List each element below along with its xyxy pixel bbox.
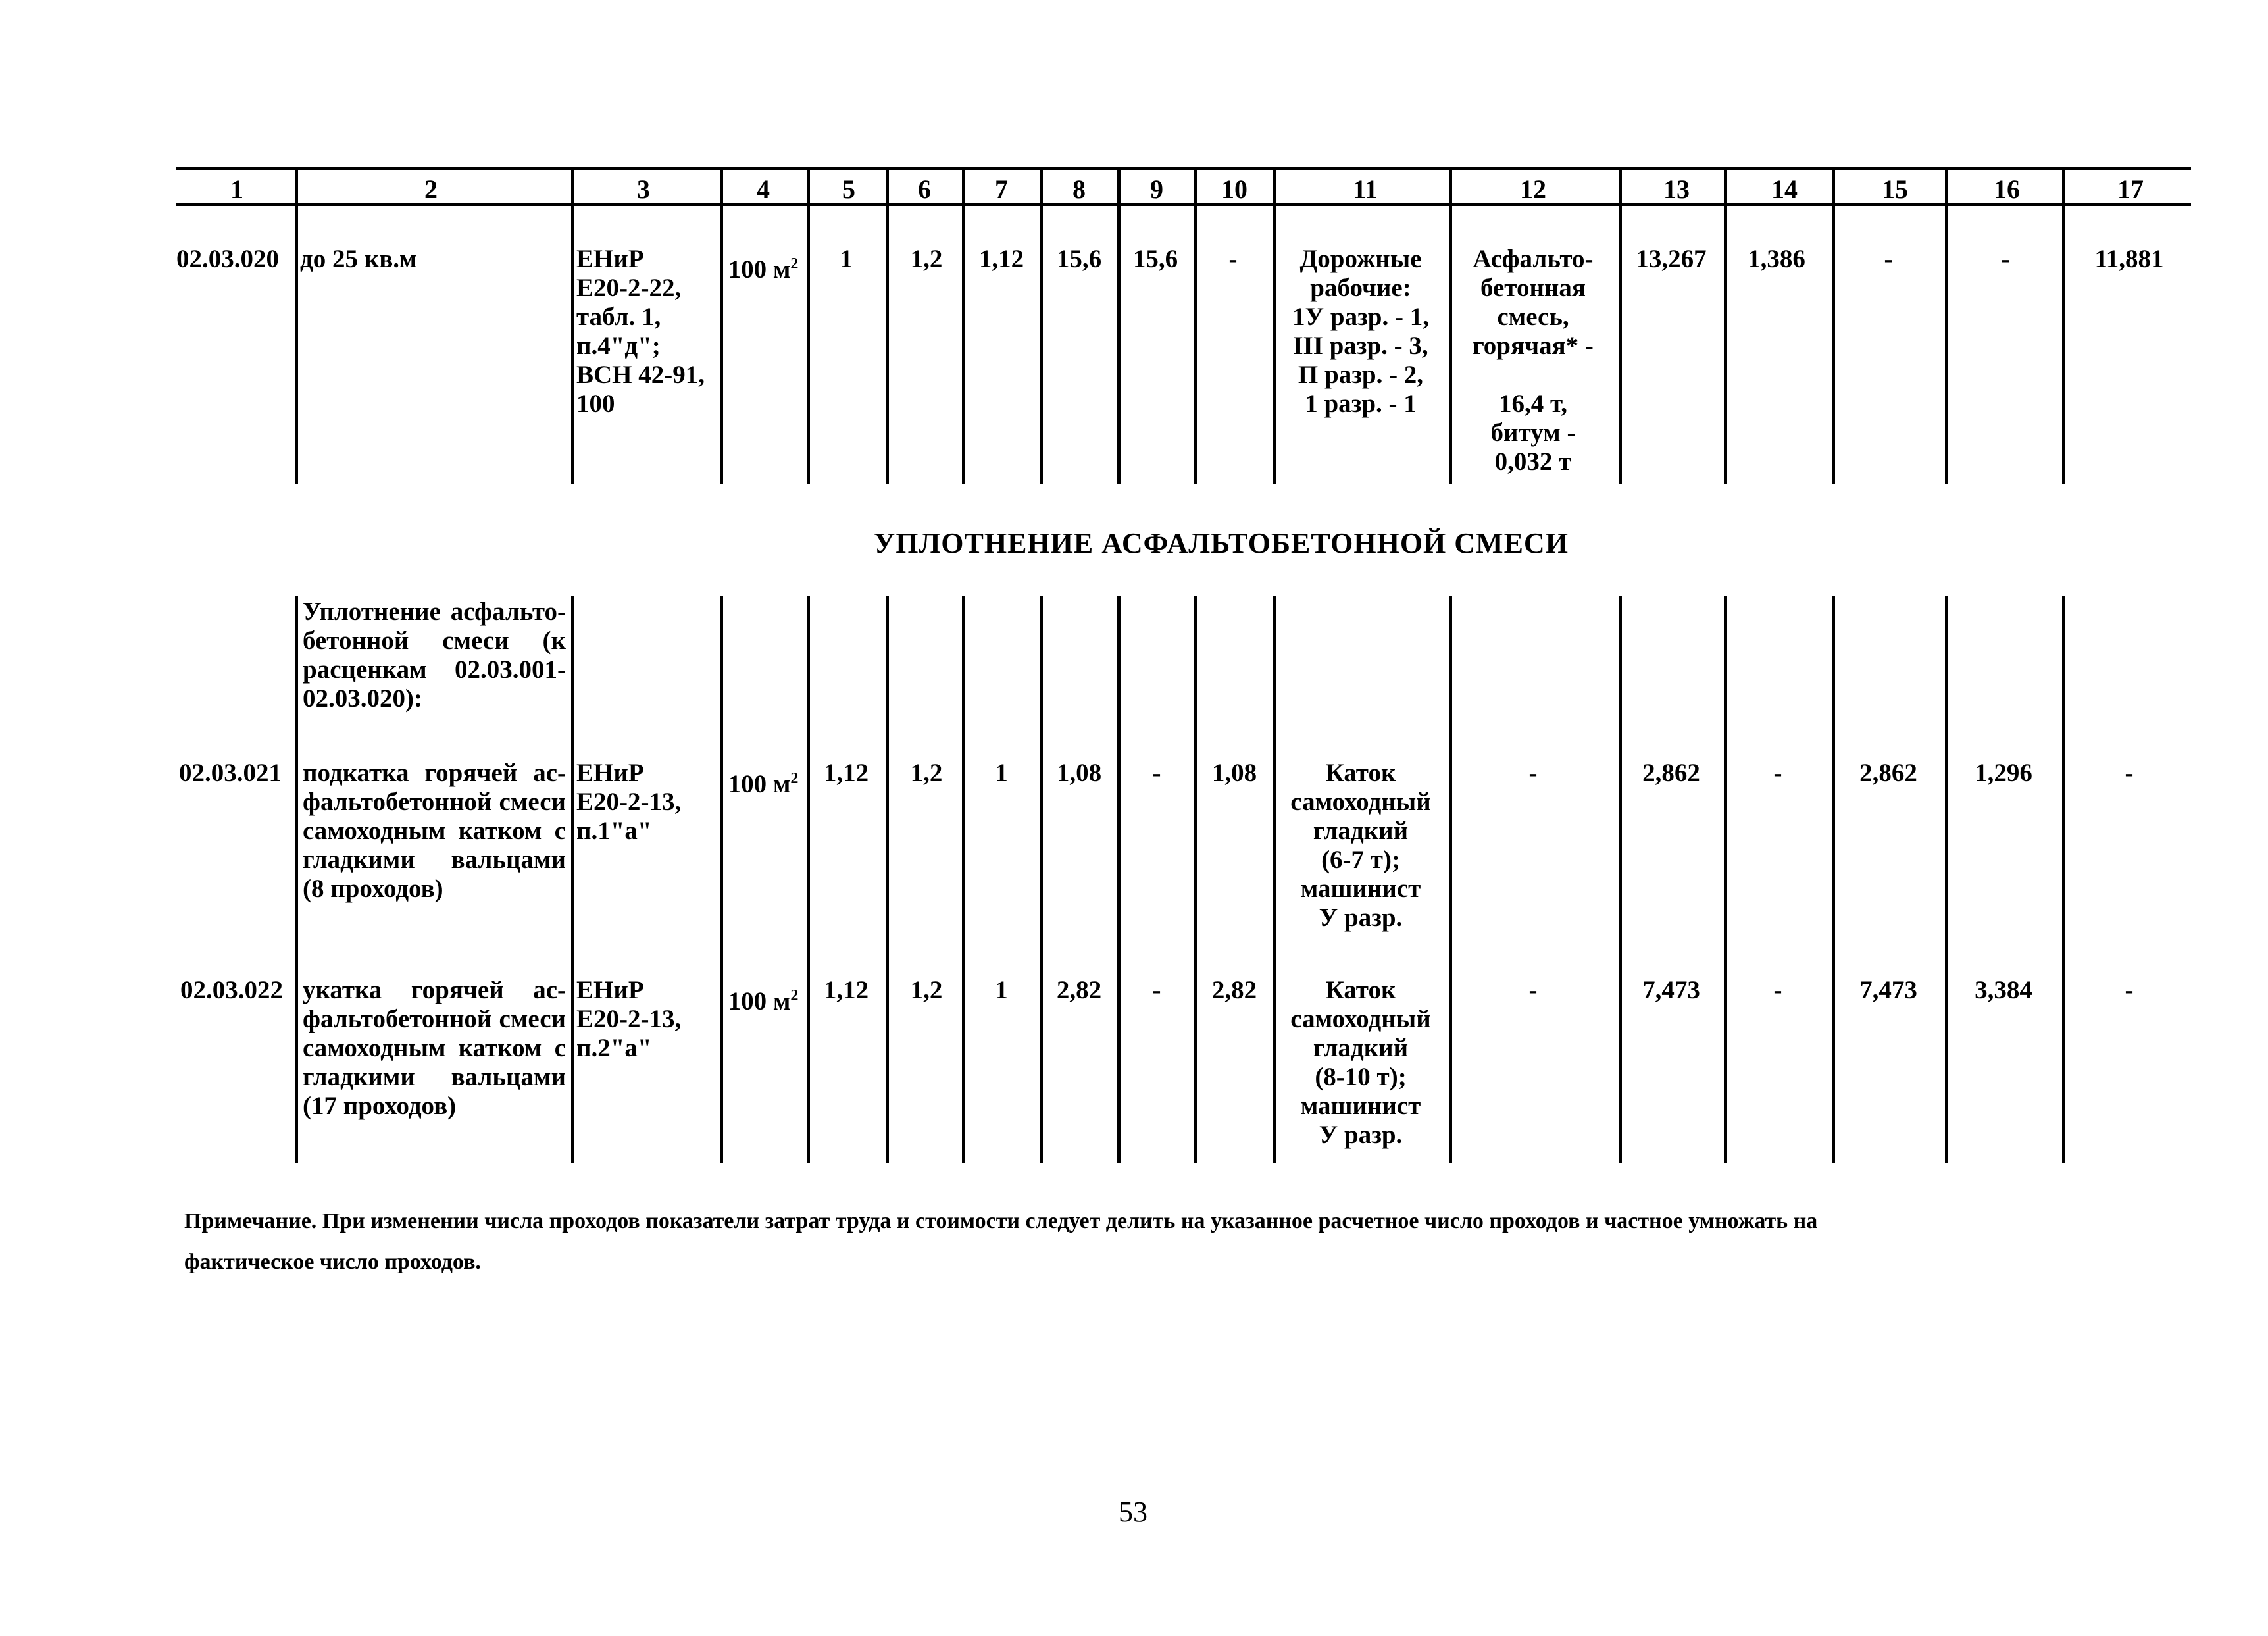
row-022-c5: 1,12 [823, 976, 869, 1004]
col-divider [962, 168, 965, 484]
col-divider [1117, 596, 1121, 1163]
norm-line: п.2"а" [576, 1034, 652, 1062]
row-021-unit: 100 $м^2$ [728, 770, 799, 798]
name-line: гладкими вальцами [303, 1063, 566, 1091]
footnote-text: При изменении числа проходов показатели затрат труда и стоимости следует делить на указанное расчетное число проходов и частное умножать на фактическое число проходов. [184, 1209, 1818, 1274]
row-021-c16: 1,296 [1975, 759, 2032, 787]
col-divider [1945, 168, 1948, 484]
col-divider [2062, 596, 2065, 1163]
page-number: 53 [1119, 1496, 1147, 1528]
norm-line: Е20-2-22, [576, 274, 682, 302]
c11-line: гладкий [1313, 817, 1409, 845]
c11-line: III разр. - 3, [1293, 332, 1428, 360]
col-divider [1945, 596, 1948, 1163]
header-col-6: 6 [918, 174, 931, 204]
col-divider [571, 596, 574, 1163]
row-020-unit: 100 $м^2$ [728, 255, 799, 284]
col-divider [807, 596, 810, 1163]
norm-line: ЕНиР [576, 976, 644, 1004]
col-divider [1832, 168, 1835, 484]
c12-line: 16,4 т, [1499, 390, 1567, 418]
row-022-c8: 2,82 [1056, 976, 1102, 1004]
norm-line: Е20-2-13, [576, 1005, 682, 1033]
group-heading-line: 02.03.020): [303, 684, 422, 713]
table-top-rule [176, 167, 2191, 170]
header-col-9: 9 [1150, 174, 1163, 204]
header-col-16: 16 [1994, 174, 2020, 204]
c11-line: рабочие: [1310, 274, 1411, 302]
col-divider [1040, 168, 1043, 484]
group-heading [303, 598, 566, 713]
col-divider [1724, 168, 1727, 484]
row-022-c16: 3,384 [1975, 976, 2032, 1004]
header-col-15: 15 [1882, 174, 1908, 204]
row-020-c16: - [2001, 245, 2010, 273]
section-title: УПЛОТНЕНИЕ АСФАЛЬТОБЕТОННОЙ СМЕСИ [874, 527, 1569, 559]
norm-line: п.4"д"; [576, 332, 661, 360]
c11-line: машинист [1300, 1092, 1421, 1120]
header-col-7: 7 [995, 174, 1008, 204]
c12-line: горячая* - [1473, 332, 1594, 360]
col-divider [1040, 596, 1043, 1163]
row-021-c17: - [2125, 759, 2134, 787]
row-022-code: 02.03.022 [180, 976, 283, 1004]
c11-line: (8-10 т); [1315, 1063, 1407, 1091]
row-020-c17: 11,881 [2094, 245, 2164, 273]
c11-line: П разр. - 2, [1298, 361, 1424, 389]
row-020-c5: 1 [840, 245, 853, 273]
row-021-c11 [1290, 759, 1430, 933]
norm-line: ЕНиР [576, 245, 644, 273]
header-col-8: 8 [1072, 174, 1086, 204]
c11-line: Дорожные [1299, 245, 1422, 273]
norm-line: п.1"а" [576, 817, 652, 845]
header-col-4: 4 [757, 174, 770, 204]
row-020-c11 [1292, 245, 1429, 419]
col-divider [1194, 168, 1197, 484]
header-col-5: 5 [842, 174, 855, 204]
row-021-c12: - [1528, 759, 1538, 787]
row-021-c5: 1,12 [823, 759, 869, 787]
row-021-c7: 1 [995, 759, 1008, 787]
c11-line: самоходный [1290, 1005, 1431, 1033]
group-heading-line: расценкам 02.03.001- [303, 655, 566, 684]
col-divider [1449, 596, 1452, 1163]
row-022-c6: 1,2 [910, 976, 943, 1004]
row-020-c13: 13,267 [1636, 245, 1707, 273]
row-020-c10: - [1228, 245, 1238, 273]
col-divider [1117, 168, 1121, 484]
row-022-norm [576, 976, 681, 1063]
name-line: самоходным катком с [303, 1034, 566, 1062]
header-col-14: 14 [1771, 174, 1798, 204]
row-020-norm [576, 245, 705, 419]
group-heading-line: бетонной смеси (к [303, 626, 566, 655]
row-021-c9: - [1152, 759, 1161, 787]
c11-line: гладкий [1313, 1034, 1409, 1062]
c11-line: У разр. [1319, 1121, 1403, 1149]
row-021-c8: 1,08 [1056, 759, 1102, 787]
row-021-c13: 2,862 [1642, 759, 1700, 787]
name-line: укатка горячей ас- [303, 976, 566, 1004]
header-col-11: 11 [1353, 174, 1378, 204]
col-divider [886, 596, 889, 1163]
norm-line: 100 [576, 390, 615, 418]
c12-line: бетонная [1480, 274, 1586, 302]
col-divider [295, 596, 298, 1163]
norm-line: табл. 1, [576, 303, 661, 331]
row-022-c9: - [1152, 976, 1161, 1004]
row-021-c10: 1,08 [1211, 759, 1257, 787]
row-021-norm [576, 759, 681, 846]
norm-line: Е20-2-13, [576, 788, 682, 816]
c11-line: У разр. [1319, 904, 1403, 932]
name-line: фальтобетонной смеси [303, 788, 566, 816]
row-022-name [303, 976, 566, 1121]
norm-line: ЕНиР [576, 759, 644, 787]
c11-line: 1 разр. - 1 [1305, 390, 1417, 418]
c12-line: Асфальто- [1473, 245, 1594, 273]
c11-line: самоходный [1290, 788, 1431, 816]
row-020-c8: 15,6 [1056, 245, 1102, 273]
col-divider [295, 168, 298, 484]
c11-line: машинист [1300, 875, 1421, 903]
row-020-c7: 1,12 [978, 245, 1024, 273]
row-020-c12 [1473, 245, 1594, 476]
c12-line: смесь, [1497, 303, 1569, 331]
row-020-c14: 1,386 [1748, 245, 1805, 273]
row-022-c13: 7,473 [1642, 976, 1700, 1004]
col-divider [2062, 168, 2065, 484]
row-022-c12: - [1528, 976, 1538, 1004]
row-020-code: 02.03.020 [176, 245, 279, 273]
c11-line: Каток [1325, 976, 1396, 1004]
col-divider [962, 596, 965, 1163]
header-col-1: 1 [230, 174, 243, 204]
header-col-3: 3 [637, 174, 650, 204]
row-022-c11 [1290, 976, 1430, 1150]
row-020-c15: - [1884, 245, 1893, 273]
row-021-code: 02.03.021 [179, 759, 282, 787]
col-divider [720, 596, 723, 1163]
header-col-10: 10 [1221, 174, 1247, 204]
row-022-c7: 1 [995, 976, 1008, 1004]
col-divider [886, 168, 889, 484]
col-divider [1832, 596, 1835, 1163]
group-heading-line: Уплотнение асфальто- [303, 598, 566, 626]
col-divider [720, 168, 723, 484]
row-021-c15: 2,862 [1859, 759, 1917, 787]
col-divider [807, 168, 810, 484]
norm-line: ВСН 42-91, [576, 361, 705, 389]
col-divider [571, 168, 574, 484]
c12-line: 0,032 т [1494, 447, 1572, 476]
col-divider [1619, 168, 1622, 484]
name-line: подкатка горячей ас- [303, 759, 566, 787]
col-divider [1273, 596, 1276, 1163]
header-col-12: 12 [1520, 174, 1546, 204]
c11-line: 1У разр. - 1, [1292, 303, 1429, 331]
col-divider [1449, 168, 1452, 484]
footnote-label: Примечание. [184, 1209, 317, 1233]
c11-line: (6-7 т); [1321, 846, 1400, 874]
header-col-2: 2 [424, 174, 438, 204]
row-020-c6: 1,2 [910, 245, 943, 273]
row-021-c6: 1,2 [910, 759, 943, 787]
footnote [184, 1201, 1842, 1283]
name-line: (17 проходов) [303, 1092, 457, 1120]
name-line: (8 проходов) [303, 875, 443, 903]
row-022-c10: 2,82 [1211, 976, 1257, 1004]
c12-line: битум - [1490, 419, 1576, 447]
row-021-c14: - [1773, 759, 1782, 787]
row-022-c15: 7,473 [1859, 976, 1917, 1004]
row-020-name: до 25 кв.м [300, 245, 417, 273]
col-divider [1619, 596, 1622, 1163]
row-021-name [303, 759, 566, 904]
name-line: фальтобетонной смеси [303, 1005, 566, 1033]
col-divider [1194, 596, 1197, 1163]
col-divider [1273, 168, 1276, 484]
name-line: самоходным катком с [303, 817, 566, 845]
name-line: гладкими вальцами [303, 846, 566, 874]
row-022-c14: - [1773, 976, 1782, 1004]
row-020-c9: 15,6 [1132, 245, 1178, 273]
row-022-c17: - [2125, 976, 2134, 1004]
col-divider [1724, 596, 1727, 1163]
header-col-13: 13 [1663, 174, 1690, 204]
c11-line: Каток [1325, 759, 1396, 787]
row-022-unit: 100 $м^2$ [728, 987, 799, 1015]
header-col-17: 17 [2117, 174, 2144, 204]
